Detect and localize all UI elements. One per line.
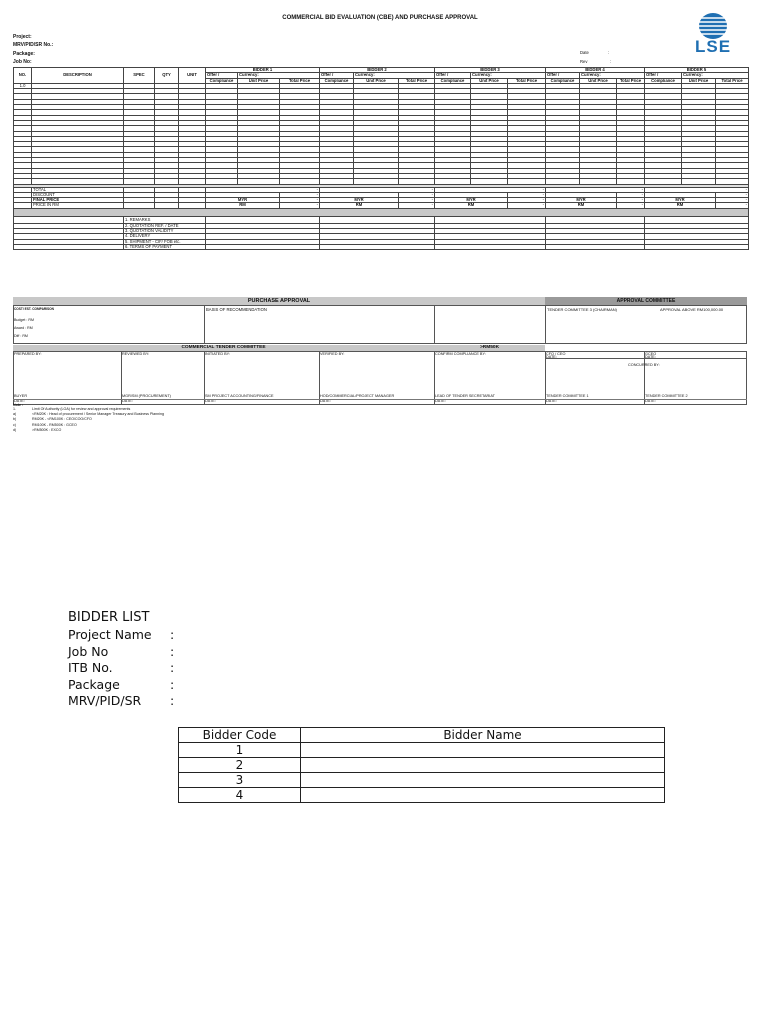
total-price-label: Total Price [399, 78, 435, 83]
bidder-row [179, 773, 665, 788]
summary-label: TOTAL [32, 187, 124, 192]
discount-value: - [508, 192, 546, 197]
remarks-row [14, 244, 749, 249]
rm-currency: RM [645, 203, 716, 208]
remarks-cell[interactable] [546, 244, 645, 249]
total-value: - [399, 187, 435, 192]
rm-currency: RM [206, 203, 280, 208]
tc3-chairman-label: TENDER COMMITTEE 3 (CHAIRMAN) [547, 307, 617, 312]
remarks-cell[interactable] [435, 244, 546, 249]
sig-top-label: PREPARED BY: [14, 352, 42, 356]
final-currency: MYR [320, 198, 399, 203]
concurred-label: CONCURRED BY: [628, 363, 660, 367]
remarks-label: 3. QUOTATION VALIDITY [124, 229, 206, 234]
final-currency: MYR [645, 198, 716, 203]
basis-label: BASIS OF RECOMMENDATION [206, 307, 267, 312]
final-value: - [716, 198, 749, 203]
note-text: RM100K - RM500K : GCEO [32, 422, 77, 427]
remarks-cell[interactable] [546, 216, 645, 223]
discount-value: - [399, 192, 435, 197]
sig-bottom-date: DATE: [14, 399, 25, 403]
compliance-label: Compliance [546, 78, 580, 83]
total-price-label: Total Price [508, 78, 546, 83]
total-value: - [617, 187, 645, 192]
sig-bottom-label: LEAD OF TENDER SECRETARIAT [435, 394, 495, 398]
bidder-1-header: BIDDER 1 [206, 68, 320, 73]
bidder-row [179, 743, 665, 758]
note-block [13, 403, 164, 433]
col-unit-header: UNIT [179, 68, 206, 84]
unit-price-label: Unit Price [682, 78, 716, 83]
final-currency: MYR [206, 198, 280, 203]
rev-field [580, 59, 611, 64]
currency-label: Currency: [682, 73, 749, 78]
total-value: - [716, 187, 749, 192]
sig-bottom-label: BUYER [14, 394, 28, 398]
bidder-3-header: BIDDER 3 [435, 68, 546, 73]
remarks-label: 1. REMARKS [124, 216, 206, 223]
summary-label: PRICE IN RM [32, 203, 124, 208]
remarks-label: 6. TERMS OF PAYMENT [124, 244, 206, 249]
rev-colon: : [609, 59, 611, 64]
sig-top-date: DATE: [546, 355, 557, 359]
remarks-blank [14, 216, 124, 223]
unit-price-label: Unit Price [471, 78, 508, 83]
rm-currency: RM [320, 203, 399, 208]
sig-top-label: GCEO [645, 352, 657, 356]
unit-price-label: Unit Price [238, 78, 280, 83]
remarks-cell[interactable] [206, 244, 320, 249]
bidder-5-header: BIDDER 5 [645, 68, 749, 73]
currency-label: Currency: [354, 73, 435, 78]
form-title: COMMERCIAL BID EVALUATION (CBE) AND PURCHASE APPROVAL [282, 15, 478, 21]
rm-value: - [399, 203, 435, 208]
purchase-approval-bar: PURCHASE APPROVAL [13, 297, 545, 305]
col-qty-header: QTY [155, 68, 179, 84]
note-marker: 1. [13, 407, 16, 411]
discount-value: - [617, 192, 645, 197]
rm-value: - [617, 203, 645, 208]
bidder-name-header: Bidder Name [301, 728, 665, 743]
note-title: Note : [13, 403, 24, 407]
bidder-code-header: Bidder Code [179, 728, 301, 743]
compliance-label: Compliance [435, 78, 471, 83]
remarks-label: 5. SHIPMENT - CIF/ FOB etc. [124, 239, 206, 244]
note-marker: a) [13, 412, 17, 417]
sig-bottom-label: MGR/SM (PROCUREMENT) [122, 394, 171, 398]
col-no-header: NO. [14, 68, 32, 84]
bidder-list-field: Job No [68, 643, 109, 659]
bidder-name-cell[interactable] [301, 788, 665, 803]
summary-label: DISCOUNT [32, 192, 124, 197]
note-item [13, 428, 164, 433]
offer-label: Offer / [320, 73, 354, 78]
sig-top-label: REVIEWED BY: [122, 352, 150, 356]
final-value: - [508, 198, 546, 203]
remarks-cell[interactable] [320, 216, 435, 223]
field-job: Job No: [13, 58, 32, 65]
field-project: Project: [13, 34, 32, 40]
note-text: RM20K - <RM100K : CEO/COO/CFO [32, 417, 92, 422]
sig-bottom-label: HOD/COMMERCIAL/PROJECT MANAGER [320, 394, 395, 398]
remarks-cell[interactable] [645, 216, 749, 223]
approval-above-label: APPROVAL ABOVE RM100,000.00 [660, 307, 724, 312]
currency-label: Currency: [580, 73, 645, 78]
currency-label: Currency: [238, 73, 320, 78]
grey-band-row [14, 208, 749, 216]
remarks-blank [14, 244, 124, 249]
bidder-name-cell[interactable] [301, 758, 665, 773]
sig-bottom-label: TENDER COMMITTEE 2 [645, 394, 688, 398]
rev-label: Rev [580, 59, 588, 64]
bidder-row [179, 758, 665, 773]
lse-logo [688, 10, 738, 55]
sig-bottom-date: DATE: [645, 399, 656, 403]
sig-top-label: CFO / CEO [546, 352, 566, 356]
grey-band [14, 208, 749, 216]
note-text: >RM500K : EXCO [32, 427, 62, 432]
note-marker: d) [13, 427, 17, 432]
remarks-label: 2. QUOTATION REF. / DATE [124, 223, 206, 228]
remarks-cell[interactable] [206, 216, 320, 223]
sig-bottom-date: DATE: [435, 399, 446, 403]
cost-award: Award : RM [14, 326, 33, 330]
bidder-code-cell: 1 [179, 743, 301, 758]
discount-value: - [280, 192, 320, 197]
remarks-row [14, 216, 749, 223]
note-marker: b) [13, 417, 17, 422]
compliance-label: Compliance [645, 78, 682, 83]
final-value: - [617, 198, 645, 203]
sig-bottom-date: DATE: [122, 399, 133, 403]
sig-top-label: CONFIRM COMPLIANCE BY: [435, 352, 486, 356]
sig-top-label: VERIFIED BY: [320, 352, 345, 356]
note-marker: c) [13, 422, 16, 427]
final-value: - [399, 198, 435, 203]
remarks-cell[interactable] [320, 244, 435, 249]
cost-rows [14, 316, 34, 340]
rm-value: - [280, 203, 320, 208]
rm50k-bar: >RM50K [434, 345, 545, 351]
approval-box [13, 305, 747, 344]
commercial-tc-bar: COMMERCIAL TENDER COMMITTEE [13, 345, 434, 351]
remarks-label: 4. DELIVERY [124, 234, 206, 239]
bidder-list-title: BIDDER LIST [68, 610, 150, 625]
field-mrv: MRV/PID/SR No.: [13, 42, 54, 49]
offer-label: Offer / [645, 73, 682, 78]
total-value: - [508, 187, 546, 192]
date-label: Date [580, 50, 589, 55]
offer-label: Offer / [206, 73, 238, 78]
bidder-list-field: Project Name [68, 627, 152, 642]
cost-diff: Diff : RM [14, 334, 28, 338]
bidder-4-header: BIDDER 4 [546, 68, 645, 73]
field-colon: : [170, 676, 175, 692]
note-list [13, 407, 164, 433]
total-price-label: Total Price [716, 78, 749, 83]
final-currency: MYR [546, 198, 617, 203]
total-price-label: Total Price [617, 78, 645, 83]
offer-label: Offer / [435, 73, 471, 78]
bidder-table [178, 727, 665, 803]
compliance-label: Compliance [320, 78, 354, 83]
sig-bottom-label: SM PROJECT ACCOUNTING/FINANCE [205, 394, 274, 398]
remarks-cell[interactable] [435, 216, 546, 223]
sig-bottom-date: DATE: [205, 399, 216, 403]
bidder-code-cell: 3 [179, 773, 301, 788]
note-text: <RM20K : Head of procurement / Senior Manager Treasury and Business Planning [32, 412, 164, 417]
item-no-cell[interactable]: 1.0 [14, 83, 32, 88]
bidder-row [179, 788, 665, 803]
unit-price-label: Unit Price [354, 78, 399, 83]
sig-top-date: DATE: [645, 355, 656, 359]
total-price-label: Total Price [280, 78, 320, 83]
bidder-code-cell: 2 [179, 758, 301, 773]
discount-value: - [716, 192, 749, 197]
date-field [580, 50, 609, 55]
offer-label: Offer / [546, 73, 580, 78]
bidder-list-field: ITB No. [68, 660, 113, 675]
col-description-header: DESCRIPTION [32, 68, 124, 84]
sig-bottom-date: DATE: [546, 399, 557, 403]
unit-price-label: Unit Price [580, 78, 617, 83]
bidder-list-field: Package [68, 676, 120, 692]
cbe-table [13, 67, 749, 250]
bidder-code-cell: 4 [179, 788, 301, 803]
remarks-cell[interactable] [645, 244, 749, 249]
header-fields [13, 33, 53, 66]
compliance-label: Compliance [206, 78, 238, 83]
field-colon: : [170, 643, 175, 659]
logo-text: LSE [694, 37, 732, 56]
rm-value: - [508, 203, 546, 208]
field-colon: : [170, 627, 175, 642]
final-value: - [280, 198, 320, 203]
note-text: Limit Of Authority (LOA) for review and approval requirements [32, 407, 131, 411]
rm-currency: RM [435, 203, 508, 208]
currency-label: Currency: [471, 73, 546, 78]
field-package: Package: [13, 50, 35, 57]
sig-top-label: INITIATED BY: [205, 352, 231, 356]
sig-bottom-date: DATE: [320, 399, 331, 403]
final-currency: MYR [435, 198, 508, 203]
field-colon: : [170, 693, 175, 708]
approval-committee-bar: APPROVAL COMMITTEE [545, 297, 747, 305]
rm-value: - [716, 203, 749, 208]
col-spec-header: SPEC [124, 68, 155, 84]
cost-budget: Budget : RM [14, 318, 34, 322]
bidder-2-header: BIDDER 2 [320, 68, 435, 73]
rm-currency: RM [546, 203, 617, 208]
sig-bottom-label: TENDER COMMITTEE 1 [546, 394, 589, 398]
date-colon: : [608, 50, 610, 55]
summary-label: FINAL PRICE [32, 198, 124, 203]
field-colon: : [170, 660, 175, 675]
bidder-name-cell[interactable] [301, 743, 665, 758]
bidder-name-cell[interactable] [301, 773, 665, 788]
cost-comparison-label: COST/ EST. COMPARISON [14, 307, 54, 311]
bidder-list-field: MRV/PID/SR [68, 693, 142, 708]
total-value: - [280, 187, 320, 192]
